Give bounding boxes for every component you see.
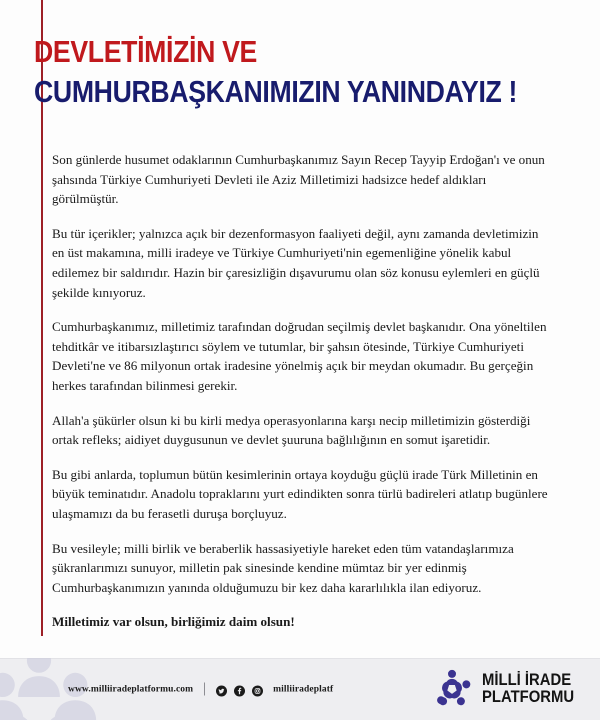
brand-lockup — [431, 668, 584, 710]
social-handle[interactable]: milliiradeplatf — [273, 684, 334, 694]
statement-paragraph: Bu vesileyle; milli birlik ve beraberlik hassasiyetiyle hareket eden tüm vatandaşlarımıza şükranlarımızı sunuyor, milletin pak sinesinde kendine mümtaz bir yer edinmiş Cumhurbaşkanımızın yanında olduğumuzu bir kez daha kararlılıkla ilan ediyoruz. — [52, 540, 514, 595]
headline-line-2: CUMHURBAŞKANIMIZIN YANINDAYIZ ! — [34, 74, 518, 109]
statement-paragraph: Bu tür içerikler; yalnızca açık bir dezenformasyon faaliyeti değil, aynı zamanda devletimizin en üst makamına, milli iradeye ve Türkiye Cumhuriyeti'nin egemenliğine yönelik kabul edilemez bir saldırıdır. Hazin bir çaresizliğin dışavurumu olan söz konusu eylemleri en güçlü şekilde kınıyoruz. — [52, 225, 540, 300]
people-circle-logo-icon — [431, 668, 473, 710]
statement-paragraph: Bu gibi anlarda, toplumun bütün kesimlerinin ortaya koyduğu güçlü irade Türk Milletinin en büyük teminatıdır. Anadolu topraklarını yurt edindikten sonra türlü badireleri atlatıp bugünlere ulaşmamızı da bu ferasetli duruşa borçluyuz. — [52, 466, 548, 521]
statement-closing-line: Milletimiz var olsun, birliğimiz daim olsun! — [52, 614, 295, 630]
website-link[interactable]: www.milliiradeplatformu.com — [68, 684, 194, 694]
statement-paragraph: Son günlerde husumet odaklarının Cumhurbaşkanımız Sayın Recep Tayyip Erdoğan'ı ve onun şahsında Türkiye Cumhuriyeti Devleti ile Aziz Milletimizi hadsizce hedef aldıkları görülmüştür. — [52, 152, 545, 207]
twitter-icon[interactable] — [216, 684, 227, 695]
statement-paragraph: Allah'a şükürler olsun ki bu kirli medya operasyonlarına karşı necip milletimizin gösterdiği ortak refleks; aidiyet duygusunun ve devlet şuuruna bağlılığının en somut işaretidir. — [52, 412, 531, 448]
statement-body — [52, 150, 550, 632]
footer-separator — [204, 683, 205, 696]
brand-name-line-1: MİLLİ İRADE — [481, 671, 571, 689]
page-title — [34, 32, 574, 112]
page-footer — [0, 658, 600, 720]
headline-line-1: DEVLETİMİZİN VE — [34, 34, 257, 69]
statement-paragraph: Cumhurbaşkanımız, milletimiz tarafından doğrudan seçilmiş devlet başkanıdır. Ona yöneltilen tehditkâr ve itibarsızlaştırıcı söylem ve tutumlar, bir şahsın ötesinde, Türkiye Cumhuriyeti Devleti'ne ve 86 milyonun ortak iradesine yönelmiş açık bir meydan okumadır. Bu gerçeğin herkes tarafından bilinmesi gerekir. — [52, 319, 547, 393]
instagram-icon[interactable] — [252, 684, 263, 695]
facebook-icon[interactable] — [234, 684, 245, 695]
brand-name — [482, 672, 574, 706]
footer-contact-row — [68, 683, 333, 696]
brand-name-line-2: PLATFORMU — [481, 688, 574, 706]
